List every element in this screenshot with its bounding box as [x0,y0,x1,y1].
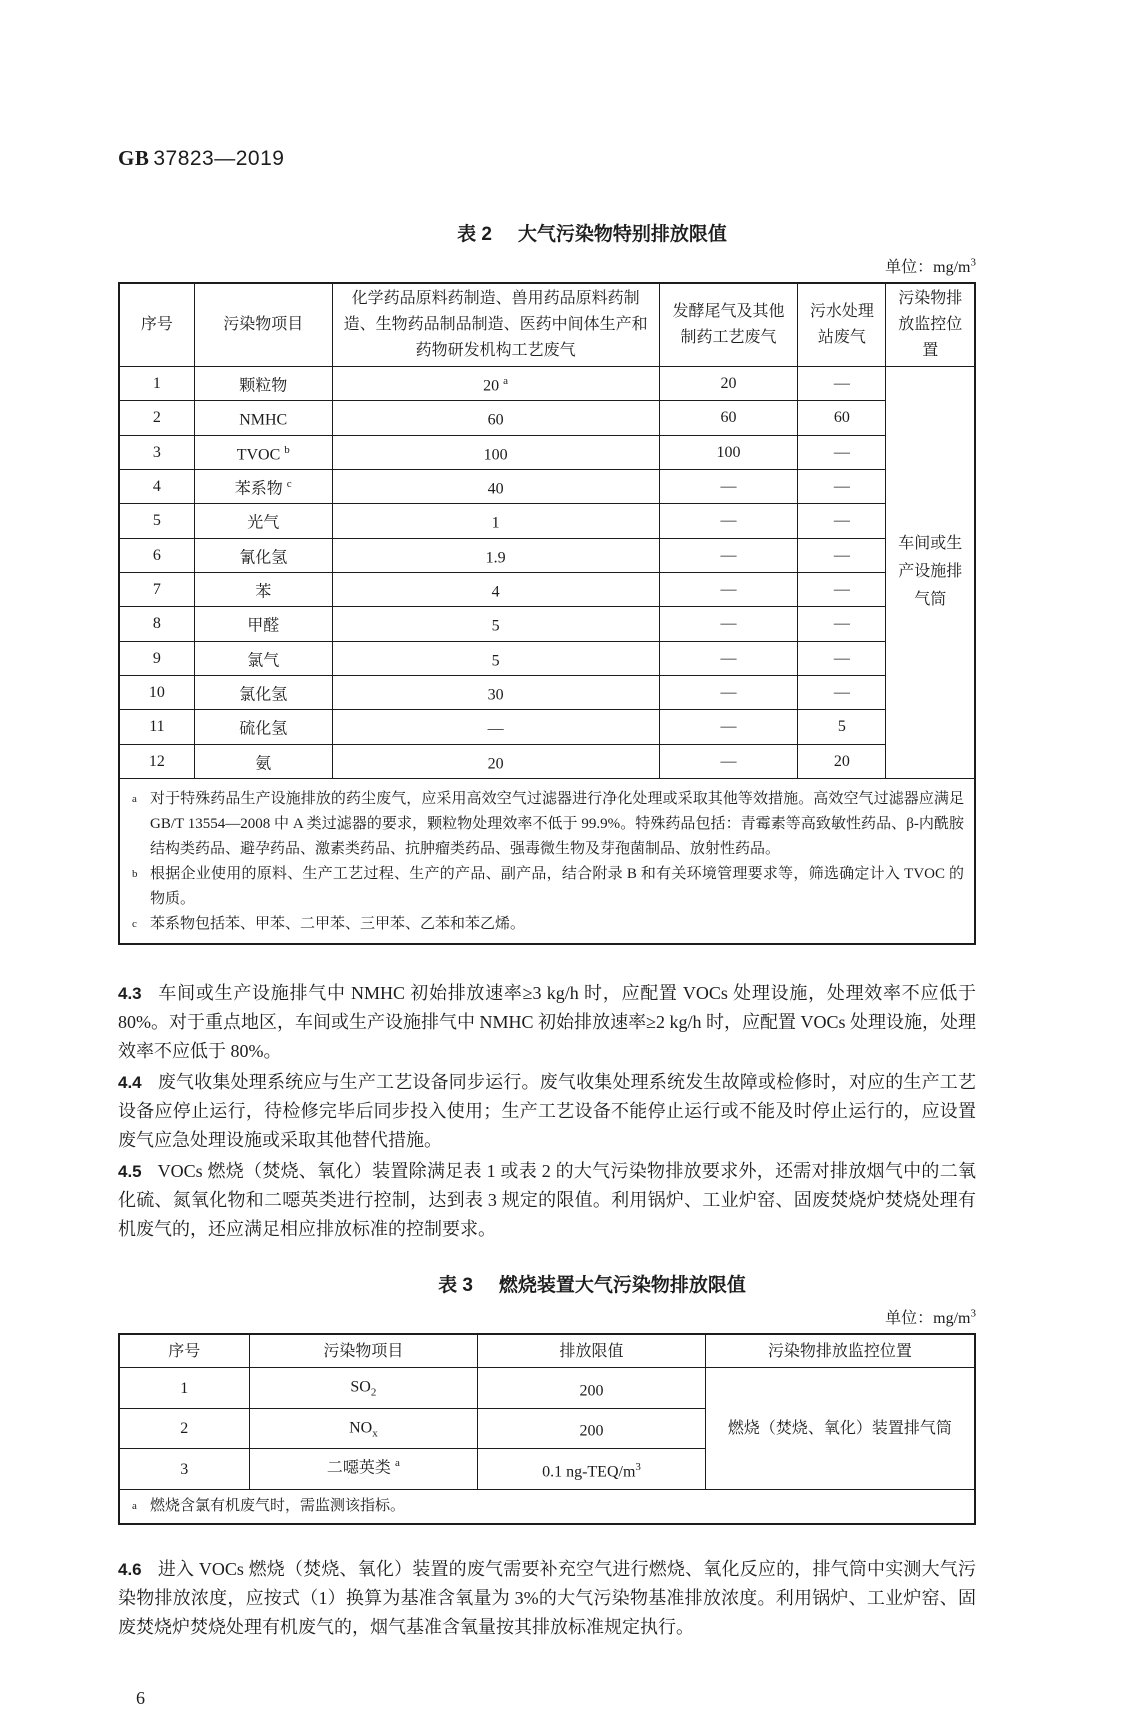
limit-value: 5 [491,651,500,669]
limit-cell: 100 [659,435,798,469]
no-cell: 9 [119,641,194,675]
clause-number: 4.3 [118,983,142,1003]
footnote-cell [119,1489,975,1524]
footnote-a [128,787,964,862]
limit-cell: — [659,710,798,744]
clause-number: 4.5 [118,1161,142,1181]
limit-cell [332,401,659,435]
limit-cell: — [659,538,798,572]
table-row [119,401,975,435]
limit-value: 200 [579,1422,604,1440]
limit-cell [478,1368,706,1409]
pollutant-sub: 2 [370,1386,377,1399]
no-cell: 10 [119,675,194,709]
limit-cell: — [798,641,886,675]
pollutant-name: 甲醛 [247,617,280,635]
clause-text: 进入 VOCs 燃烧（焚烧、氧化）装置的废气需要补充空气进行燃烧、氧化反应的，排气筒中实测大气污染物排放浓度，应按式（1）换算为基准含氧量为 3%的大气污染物基准排放浓度。利用锅炉、工业炉窑、固废焚烧炉焚烧处理有机废气的，烟气基准含氧量按其排放标准规定执行。 [118,1558,976,1637]
limit-value: 4 [491,583,500,601]
table3-body [119,1368,975,1490]
pollutant-cell [194,469,332,503]
limit-value: — [487,720,504,738]
table2-unit [118,254,976,277]
limit-cell: — [798,675,886,709]
limit-cell: — [798,538,886,572]
pollutant-name: 光气 [247,514,280,532]
limit-value: 20 [483,377,500,395]
table2-title-text: 大气污染物特别排放限值 [517,224,727,245]
no-cell: 7 [119,572,194,606]
pollutant-name: 氰化氢 [239,548,288,566]
limit-cell: — [659,504,798,538]
limit-sup: 3 [635,1460,641,1473]
pollutant-cell [194,744,332,778]
table2-header-pharma-process: 化学药品原料药制造、兽用药品原料药制造、生物药品制品制造、医药中间体生产和药物研发机构工艺废气 [332,283,659,367]
table3-header-row [119,1334,975,1368]
limit-cell: — [798,607,886,641]
table2-header-monitor-location: 污染物排放监控位置 [886,283,975,367]
limit-cell: — [798,435,886,469]
pollutant-cell [249,1368,478,1409]
clause-number: 4.4 [118,1072,142,1092]
limit-cell [332,607,659,641]
no-cell: 11 [119,710,194,744]
pollutant-sub: x [372,1427,378,1440]
table2-header-pollutant: 污染物项目 [194,283,332,367]
limit-value: 40 [487,480,504,498]
limit-cell: — [659,607,798,641]
table3-title-label: 表 3 [438,1274,473,1296]
limit-cell [332,538,659,572]
pollutant-name: 氯气 [247,651,280,669]
clause-text: VOCs 燃烧（焚烧、氧化）装置除满足表 1 或表 2 的大气污染物排放要求外，还需对排放烟气中的二氧化硫、氮氧化物和二噁英类进行控制，达到表 3 规定的限值。利用锅炉、工业炉窑、固废焚烧炉焚烧处理有机废气的，还应满足相应排放标准的控制要求。 [118,1160,976,1239]
limit-value: 60 [487,411,504,429]
table-row [119,744,975,778]
table-row [119,435,975,469]
no-cell: 5 [119,504,194,538]
pollutant-sup: b [284,443,290,456]
table3-header-pollutant: 污染物项目 [249,1334,478,1368]
pollutant-name: 苯 [255,583,272,601]
table2-title-label: 表 2 [457,224,492,245]
table-row [119,710,975,744]
footnote-marker: b [132,867,138,880]
limit-sup: a [503,375,509,387]
footnote-b [128,862,964,912]
table3-head [119,1334,975,1368]
limit-cell: 20 [659,367,798,401]
standard-code [118,146,976,171]
footnote-marker: a [132,1499,137,1512]
limit-cell: 20 [798,744,886,778]
limit-cell: — [798,367,886,401]
table3-unit [118,1305,976,1328]
table-row [119,675,975,709]
pollutant-cell [194,367,332,401]
limit-value: 1 [491,514,500,532]
footnote-row [119,1489,975,1524]
page-number: 6 [136,1687,145,1708]
pollutant-cell [194,538,332,572]
table2-header-wastewater: 污水处理站废气 [798,283,886,367]
limit-cell [332,469,659,503]
footnote-text: 对于特殊药品生产设施排放的药尘废气，应采用高效空气过滤器进行净化处理或采取其他等效措施。高效空气过滤器应满足 GB/T 13554—2008 中 A 类过滤器的要求，颗粒物处理效率不低于 99.9%。特殊药品包括：青霉素等高致敏性药品、β-内酰胺结构类药品、避孕药品、激素类药品、抗肿瘤类药品、强毒微生物及芽孢菌制品、放射性药品。 [150,790,964,857]
no-cell: 2 [119,1408,249,1449]
table3-header-monitor-location: 污染物排放监控位置 [705,1334,975,1368]
pollutant-cell [194,710,332,744]
limit-value: 20 [487,754,504,772]
table2-unit-sup: 3 [970,256,976,269]
table2-header-fermentation: 发酵尾气及其他制药工艺废气 [659,283,798,367]
table-row [119,538,975,572]
table3-title-text: 燃烧装置大气污染物排放限值 [498,1274,746,1296]
limit-value: 200 [579,1381,604,1399]
pollutant-cell [194,504,332,538]
footnote-text: 根据企业使用的原料、生产工艺过程、生产的产品、副产品，结合附录 B 和有关环境管理要求等，筛选确定计入 TVOC 的物质。 [150,865,964,907]
limit-value: 100 [483,445,508,463]
table-row [119,572,975,606]
pollutant-name: 颗粒物 [239,377,288,395]
pollutant-cell [194,572,332,606]
limit-cell: — [659,572,798,606]
limit-value: 1.9 [485,548,506,566]
table3-footnotes [119,1489,975,1524]
no-cell: 12 [119,744,194,778]
footnote-marker: a [132,792,137,805]
table3-unit-text: 单位：mg/m [885,1309,971,1327]
standard-code-prefix: GB [118,146,150,170]
limit-cell [332,572,659,606]
table-row [119,504,975,538]
table3-header-limit: 排放限值 [478,1334,706,1368]
clause-4-5 [118,1157,976,1244]
monitor-location-cell: 车间或生产设施排气筒 [886,367,975,779]
pollutant-cell [194,607,332,641]
table2 [118,282,976,945]
clause-text: 车间或生产设施排气中 NMHC 初始排放速率≥3 kg/h 时，应配置 VOCs 处理设施，处理效率不应低于 80%。对于重点地区，车间或生产设施排气中 NMHC 初始排放速率≥2 kg/h 时，应配置 VOCs 处理设施，处理效率不应低于 80%。 [118,982,976,1061]
pollutant-cell [249,1449,478,1490]
pollutant-name: 氯化氢 [239,686,288,704]
limit-cell: 60 [798,401,886,435]
limit-cell: — [659,641,798,675]
table2-footnotes [119,778,975,944]
table2-header-row [119,283,975,367]
pollutant-sup: a [394,1457,400,1470]
no-cell: 6 [119,538,194,572]
pollutant-cell [194,435,332,469]
limit-cell: — [659,675,798,709]
limit-cell: — [659,744,798,778]
pollutant-cell [194,641,332,675]
pollutant-sup: c [286,477,292,490]
limit-cell [332,744,659,778]
no-cell: 1 [119,367,194,401]
standard-code-number: 37823—2019 [153,147,285,170]
pollutant-cell [249,1408,478,1449]
table-row [119,607,975,641]
table3-unit-sup: 3 [970,1307,976,1320]
table2-body [119,367,975,779]
limit-cell [478,1408,706,1449]
limit-cell: 5 [798,710,886,744]
footnote-text: 燃烧含氯有机废气时，需监测该指标。 [150,1497,406,1514]
clause-text: 废气收集处理系统应与生产工艺设备同步运行。废气收集处理系统发生故障或检修时，对应的生产工艺设备应停止运行，待检修完毕后同步投入使用；生产工艺设备不能停止运行或不能及时停止运行的，应设置废气应急处理设施或采取其他替代措施。 [118,1071,976,1150]
monitor-location-cell: 燃烧（焚烧、氧化）装置排气筒 [705,1368,975,1490]
pollutant-name: NMHC [239,411,288,429]
clause-4-4 [118,1068,976,1155]
table3 [118,1333,976,1525]
clause-4-6 [118,1555,976,1642]
footnote-marker: c [132,917,137,930]
limit-cell [332,504,659,538]
table2-header-no: 序号 [119,283,194,367]
limit-cell [332,367,659,401]
table-row [119,367,975,401]
no-cell: 2 [119,401,194,435]
limit-cell [332,675,659,709]
no-cell: 3 [119,1449,249,1490]
pollutant-name: 氨 [255,754,272,772]
limit-cell [332,641,659,675]
limit-value: 5 [491,617,500,635]
pollutant-name: 硫化氢 [239,720,288,738]
pollutant-name: 苯系物 [234,480,283,498]
no-cell: 4 [119,469,194,503]
table3-header-no: 序号 [119,1334,249,1368]
pollutant-name: TVOC [236,445,281,463]
footnote-row [119,778,975,944]
clause-4-3 [118,979,976,1066]
clause-number: 4.6 [118,1559,142,1579]
document-page [118,0,976,1709]
limit-cell [332,710,659,744]
table-row [119,469,975,503]
pollutant-name: SO [350,1378,371,1396]
limit-cell [478,1449,706,1490]
pollutant-cell [194,675,332,709]
footnote-c [128,912,964,937]
limit-cell: — [798,572,886,606]
limit-cell: — [798,504,886,538]
pollutant-cell [194,401,332,435]
table-row [119,641,975,675]
limit-value: 30 [487,686,504,704]
limit-cell: — [798,469,886,503]
table3-title [118,1270,976,1297]
footnote-a [128,1494,964,1519]
limit-cell: — [659,469,798,503]
table2-head [119,283,975,367]
table-row [119,1368,975,1409]
footnote-cell [119,778,975,944]
no-cell: 3 [119,435,194,469]
limit-value: 0.1 ng-TEQ/m [542,1462,636,1480]
limit-cell: 60 [659,401,798,435]
pollutant-name: NO [349,1419,373,1437]
footnote-text: 苯系物包括苯、甲苯、二甲苯、三甲苯、乙苯和苯乙烯。 [150,915,526,932]
pollutant-name: 二噁英类 [326,1459,391,1477]
table2-title [118,219,976,246]
no-cell: 8 [119,607,194,641]
table2-unit-text: 单位：mg/m [885,259,971,276]
no-cell: 1 [119,1368,249,1409]
limit-cell [332,435,659,469]
